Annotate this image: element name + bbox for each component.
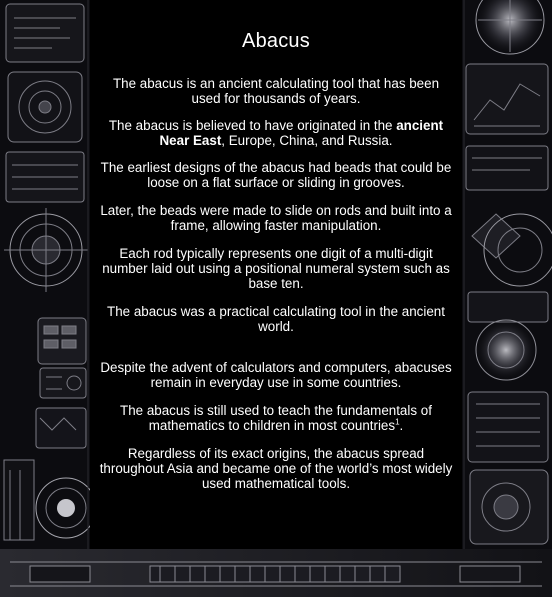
paragraph-9: Regardless of its exact origins, the abacus spread throughout Asia and became one of the world’s most widely used mathematical tools. — [99, 446, 453, 492]
paragraph-2-bold-text: ancient Near East — [159, 118, 444, 149]
paragraph-8 — [98, 403, 454, 433]
footnote-marker: 1 — [395, 417, 400, 427]
paragraph-8-text-end: . — [399, 418, 404, 434]
article-title: Abacus — [242, 30, 310, 52]
paragraph-8-text: The abacus is still used to teach the fundamentals of mathematics to children in most countries — [120, 403, 432, 434]
paragraph-2-text-end: , Europe, China, and Russia. — [221, 133, 393, 149]
article-panel — [90, 0, 462, 549]
paragraph-7: Despite the advent of calculators and computers, abacuses remain in everyday use in some countries. — [100, 360, 452, 391]
paragraph-5: Each rod typically represents one digit of a multi-digit number laid out using a positional numeral system such as base ten. — [102, 246, 450, 292]
paragraph-3: The earliest designs of the abacus had beads that could be loose on a flat surface or sliding in grooves. — [100, 160, 452, 191]
paragraph-2-text-start: The abacus is believed to have originated in the — [108, 118, 397, 133]
paragraph-6: The abacus was a practical calculating tool in the ancient world. — [107, 304, 445, 335]
paragraph-1: The abacus is an ancient calculating tool that has been used for thousands of years. — [112, 76, 440, 107]
paragraph-4: Later, the beads were made to slide on rods and built into a frame, allowing faster manipulation. — [100, 203, 452, 234]
paragraph-2 — [98, 118, 454, 148]
